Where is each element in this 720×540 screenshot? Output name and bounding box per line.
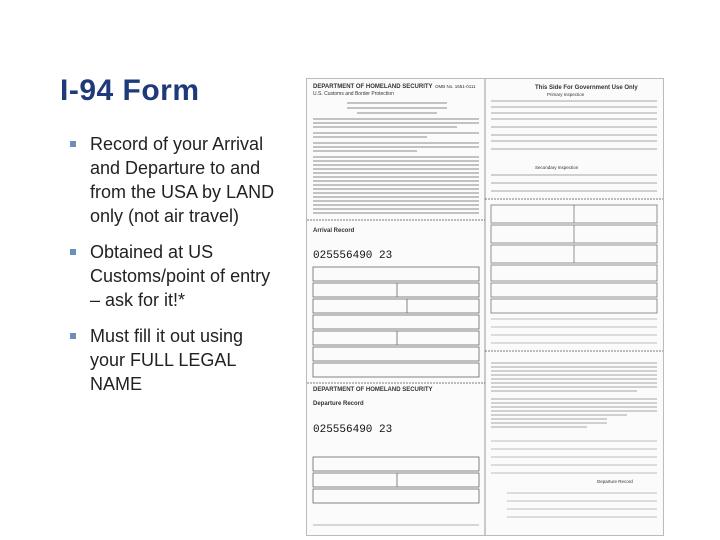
bullet-item bbox=[68, 240, 283, 312]
instructions-block bbox=[313, 103, 479, 213]
arrival-fields bbox=[313, 267, 479, 377]
right-ruled-lines bbox=[491, 319, 657, 343]
secondary-inspection-label: Secondary Inspection bbox=[535, 165, 579, 170]
departure-record-label: Departure Record bbox=[313, 401, 364, 407]
primary-inspection-lines bbox=[491, 101, 657, 149]
right-fields-grid bbox=[491, 205, 657, 313]
gov-use-label: This Side For Government Use Only bbox=[535, 85, 638, 91]
bullet-square-icon bbox=[70, 333, 76, 339]
slide-title: I-94 Form bbox=[60, 74, 200, 107]
bullet-item bbox=[68, 132, 283, 228]
arrival-record-label: Arrival Record bbox=[313, 228, 355, 234]
i94-form-image bbox=[306, 78, 664, 536]
departure-record-right-label: Departure Record bbox=[597, 479, 633, 484]
i94-form-drawing bbox=[307, 79, 663, 535]
admission-number: 025556490 23 bbox=[313, 250, 393, 262]
bullet-square-icon bbox=[70, 249, 76, 255]
bullet-text: Obtained at US Customs/point of entry – ask for it!* bbox=[90, 242, 271, 310]
bullet-text: Record of your Arrival and Departure to and from the USA by LAND only (not air travel) bbox=[90, 134, 275, 226]
right-bottom-lines bbox=[507, 493, 657, 517]
paperwork-notice bbox=[491, 363, 657, 427]
bullet-square-icon bbox=[70, 141, 76, 147]
bullet-text: Must fill it out using your FULL LEGAL NAME bbox=[90, 326, 244, 394]
primary-inspection-label: Primary Inspection bbox=[547, 92, 585, 97]
bullet-item bbox=[68, 324, 283, 396]
form-agency-repeat: DEPARTMENT OF HOMELAND SECURITY bbox=[313, 387, 433, 393]
departure-fields bbox=[313, 457, 479, 503]
form-omb: OMB No. 1651-0111 bbox=[435, 84, 476, 89]
departure-number: 025556490 23 bbox=[313, 424, 393, 436]
bullet-list bbox=[68, 132, 283, 408]
form-agency-sub: U.S. Customs and Border Protection bbox=[313, 91, 394, 97]
right-lower-lines bbox=[491, 441, 657, 473]
form-agency: DEPARTMENT OF HOMELAND SECURITY bbox=[313, 84, 433, 90]
secondary-inspection-lines bbox=[491, 175, 657, 191]
